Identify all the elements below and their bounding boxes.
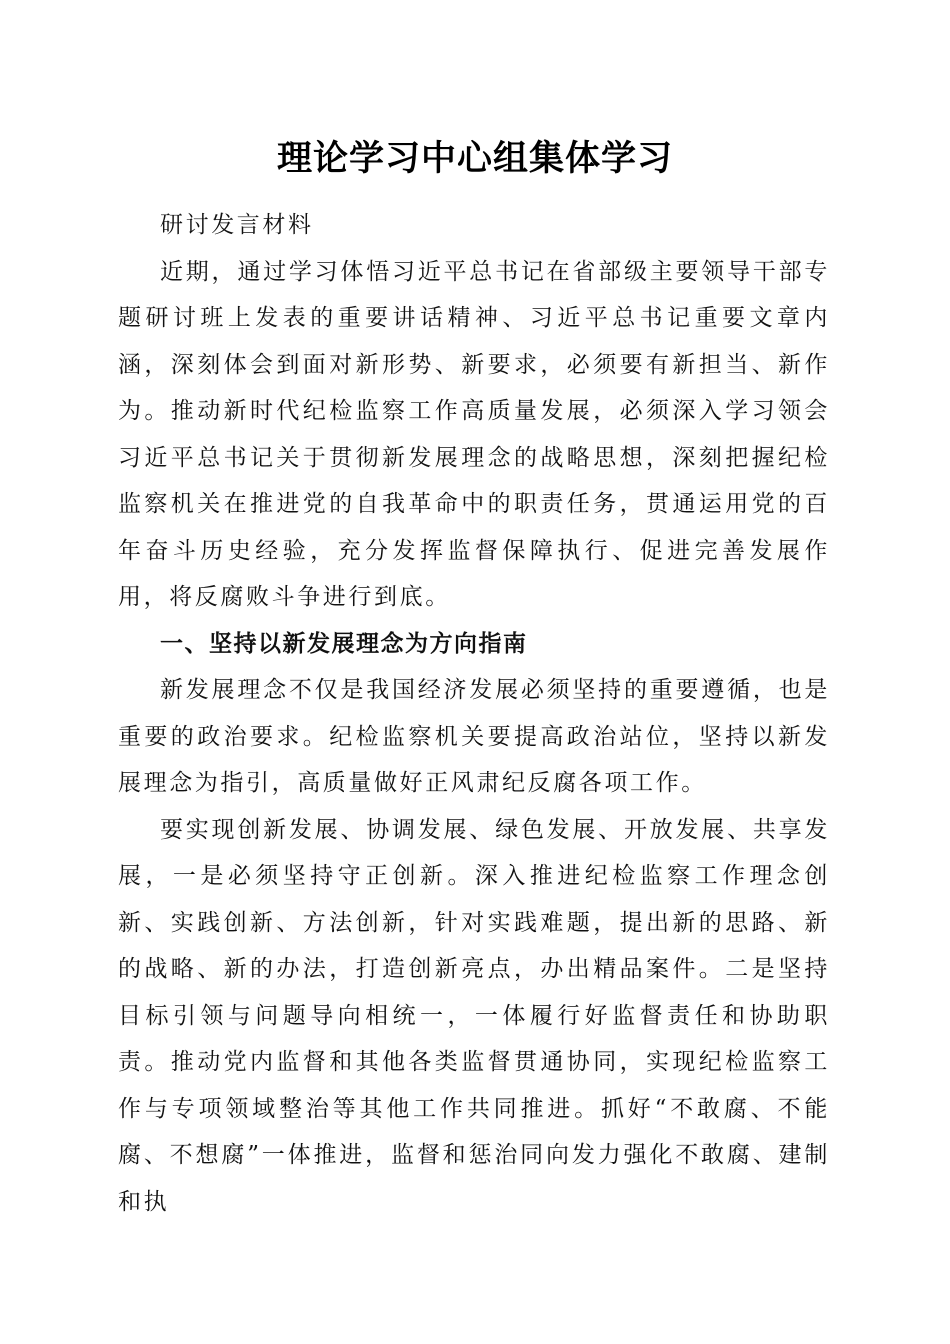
subtitle-label: 研讨发言材料 xyxy=(160,212,314,238)
section-paragraph-2: 要实现创新发展、协调发展、绿色发展、开放发展、共享发展，一是必须坚持守正创新。深入推进纪检监察工作理念创新、实践创新、方法创新，针对实践难题，提出新的思路、新的战略、新的办法，打造创新亮点，办出精品案件。二是坚持目标引领与问题导向相统一，一体履行好监督责任和协助职责。推动党内监督和其他各类监督贯通协同，实现纪检监察工作与专项领域整治等其他工作共同推进。抓好“不敢腐、不能腐、不想腐”一体推进，监督和惩治同向发力强化不敢腐、建制和执 xyxy=(118,816,830,1215)
section-heading: 一、坚持以新发展理念为方向指南 xyxy=(160,630,528,657)
intro-paragraph: 近期，通过学习体悟习近平总书记在省部级主要领导干部专题研讨班上发表的重要讲话精神、习近平总书记重要文章内涵，深刻体会到面对新形势、新要求，必须要有新担当、新作为。推动新时代纪检监察工作高质量发展，必须深入学习领会习近平总书记关于贯彻新发展理念的战略思想，深刻把握纪检监察机关在推进党的自我革命中的职责任务，贯通运用党的百年奋斗历史经验，充分发挥监督保障执行、促进完善发展作用，将反腐败斗争进行到底。 xyxy=(118,258,830,610)
document-body xyxy=(118,202,830,1225)
document-title: 理论学习中心组集体学习 xyxy=(276,138,673,179)
section-paragraph-1: 新发展理念不仅是我国经济发展必须坚持的重要遵循，也是重要的政治要求。纪检监察机关要提高政治站位，坚持以新发展理念为指引，高质量做好正风肃纪反腐各项工作。 xyxy=(118,677,830,796)
